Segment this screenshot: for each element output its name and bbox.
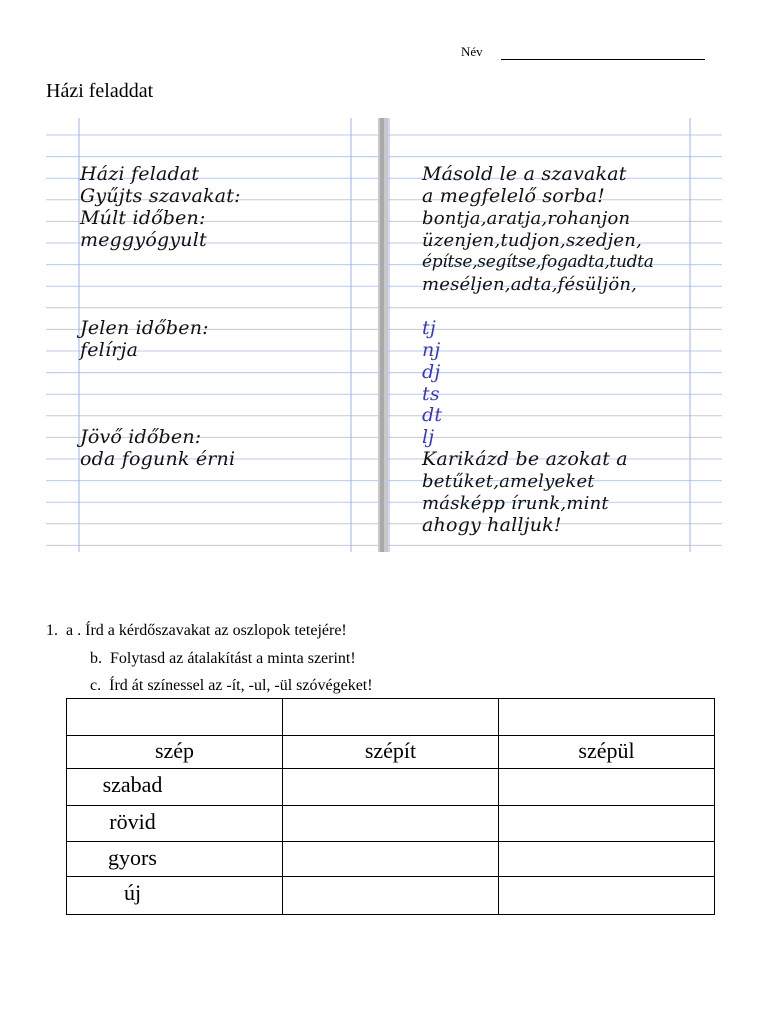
answer-cell[interactable] [283,806,499,842]
answer-cell[interactable] [499,842,715,877]
instruction-b [90,650,356,668]
word-cell: rövid [67,806,283,842]
exercise-table [66,698,715,915]
answer-cell[interactable] [499,806,715,842]
notebook-right-line: másképp írunk,mint [422,493,609,514]
table-row [67,842,715,877]
name-label: Név [461,44,483,59]
answer-cell[interactable] [499,769,715,806]
answer-cell[interactable] [283,877,499,915]
notebook-image [46,118,722,552]
notebook-left-line: felírja [80,339,139,361]
notebook-right-line: Másold le a szavakat [422,163,627,185]
notebook-right-line: meséljen,adta,fésüljön, [422,274,638,295]
notebook-left-line: oda fogunk érni [80,448,236,470]
example-cell: szépül [499,736,715,769]
header-cell[interactable] [283,699,499,736]
name-field [461,44,711,64]
notebook-right-line: ahogy halljuk! [422,514,562,536]
notebook-letter-pair: lj [422,426,435,448]
answer-cell[interactable] [283,842,499,877]
word-cell: új [67,877,283,915]
notebook-letter-pair: ts [422,383,440,405]
answer-cell[interactable] [283,769,499,806]
instruction-letter: b. [90,650,102,667]
notebook-right-line: építse,segítse,fogadta,tudta [422,252,654,272]
notebook-left-line: Házi feladat [80,163,200,185]
instruction-c [90,677,373,695]
notebook-left-line: Múlt időben: [80,207,206,229]
table-row [67,699,715,736]
instruction-letter: c. [90,677,102,694]
instruction-a [46,622,347,640]
notebook-letter-pair: dt [422,404,443,426]
notebook-right-line: a megfelelő sorba! [422,185,605,207]
notebook-left-line: Jelen időben: [80,317,209,339]
answer-cell[interactable] [499,877,715,915]
notebook-letter-pair: nj [422,339,441,361]
notebook-left-line: Gyűjts szavakat: [80,185,241,207]
example-cell: szép [67,736,283,769]
notebook-right-line: Karikázd be azokat a [422,448,628,470]
table-row [67,736,715,769]
instruction-text: Írd át színessel az -ít, -ul, -ül szóvégeket! [109,677,373,694]
table-row [67,769,715,806]
notebook-letter-pair: dj [422,361,441,383]
name-blank-line[interactable] [501,59,705,60]
table-row [67,806,715,842]
notebook-right-line: betűket,amelyeket [422,471,595,492]
example-cell: szépít [283,736,499,769]
word-cell: szabad [67,769,283,806]
notebook-left-line: meggyógyult [80,229,207,251]
table-row [67,877,715,915]
instruction-text: Folytasd az átalakítást a minta szerint! [110,650,356,667]
notebook-right-line: üzenjen,tudjon,szedjen, [422,230,642,251]
notebook-letter-pair: tj [422,317,436,339]
notebook-left-line: Jövő időben: [80,426,202,448]
instruction-letter: a . [66,622,82,639]
notebook-right-line: bontja,aratja,rohanjon [422,208,631,229]
instruction-number: 1. [46,622,58,639]
header-cell[interactable] [499,699,715,736]
instruction-text: Írd a kérdőszavakat az oszlopok tetejére! [85,622,347,639]
page-title: Házi feladdat [46,80,154,102]
word-cell: gyors [67,842,283,877]
header-cell[interactable] [67,699,283,736]
